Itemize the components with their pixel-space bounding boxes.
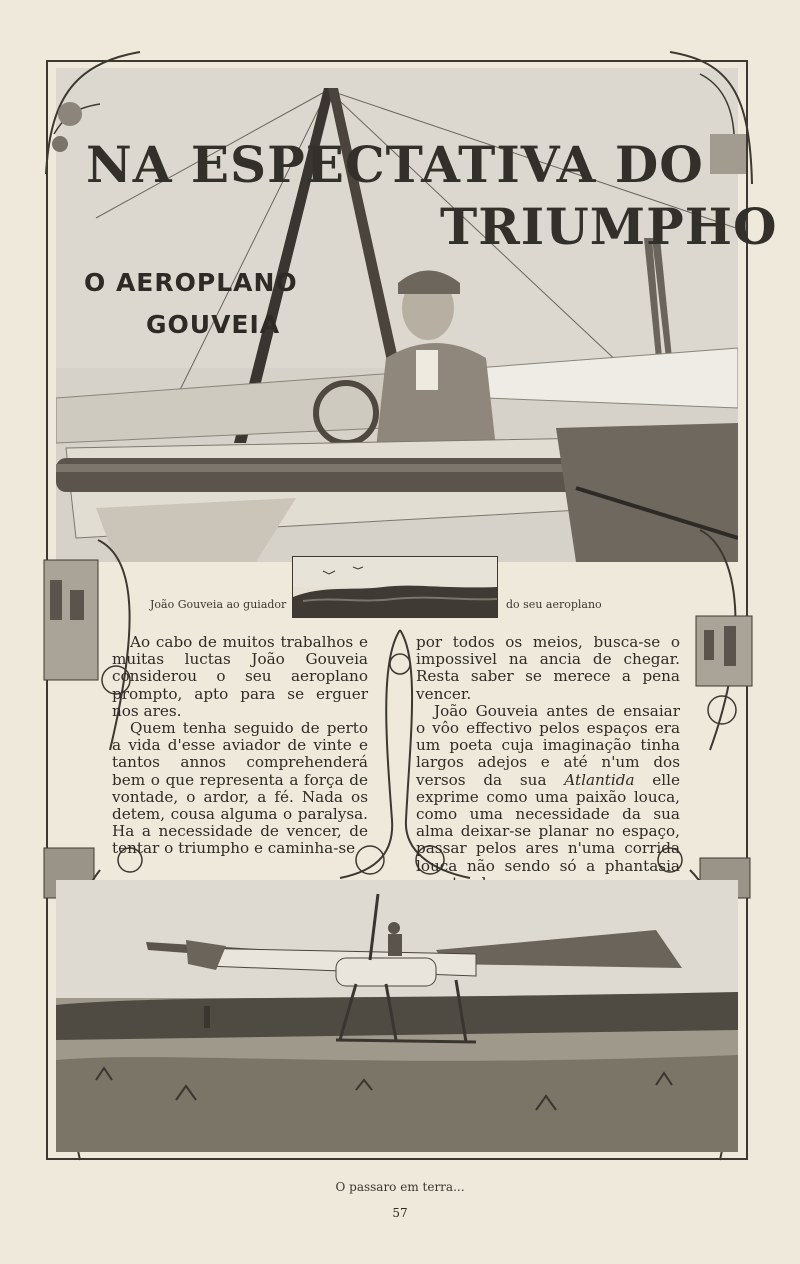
article-paragraph: por todos os meios, busca-se o impossivel na ancia de chegar. Resta saber se merece a pena vencer. (416, 633, 680, 703)
headline-line-2: TRIUMPHO (440, 197, 778, 256)
article-text: João Gouveia antes de ensaiar o vôo effectivo pelos espaços era um poeta cuja imaginação tinha largos adejos e até n'um dos versos da sua (416, 701, 680, 789)
article-paragraph: Ao cabo de muitos trabalhos e muitas luctas João Gouveia considerou o seu aeroplano prompto, apto para se erguer nos ares. (112, 633, 368, 720)
plane-on-ground-photo (56, 880, 738, 1152)
article-text: elle exprime como uma paixão louca, como uma necessidade da sua alma deixar-se planar no espaço, passar pelos ares n'uma corrida louca não sendo só a phantasia (416, 770, 680, 875)
top-left-ornament (40, 44, 150, 184)
headline-line-1: NA ESPECTATIVA DO (86, 135, 704, 194)
subheadline-line-1: O AEROPLANO (84, 268, 298, 297)
article-paragraph (416, 703, 680, 892)
article-right-column (416, 634, 680, 892)
landscape-vignette (292, 556, 498, 618)
page-number: 57 (392, 1206, 408, 1220)
article-left-column (112, 634, 368, 858)
article-paragraph: Quem tenha seguido de perto a vida d'esse aviador de vinte e tantos annos comprehenderá bem o que representa a força de vontade, o ardor, a fé. Nada os detem, cousa alguma o paralysa. Ha a necessidade de vencer, de tentar o triumpho e caminha-se (112, 719, 368, 858)
top-right-ornament (660, 44, 760, 194)
subheadline-line-2: GOUVEIA (146, 310, 281, 339)
poem-title: Atlantida (564, 770, 635, 789)
bottom-photo-caption: O passaro em terra... (335, 1180, 465, 1194)
photo-caption-right: do seu aeroplano (506, 598, 602, 611)
photo-caption-left: João Gouveia ao guiador (150, 598, 287, 611)
right-middle-ornament (680, 520, 760, 760)
